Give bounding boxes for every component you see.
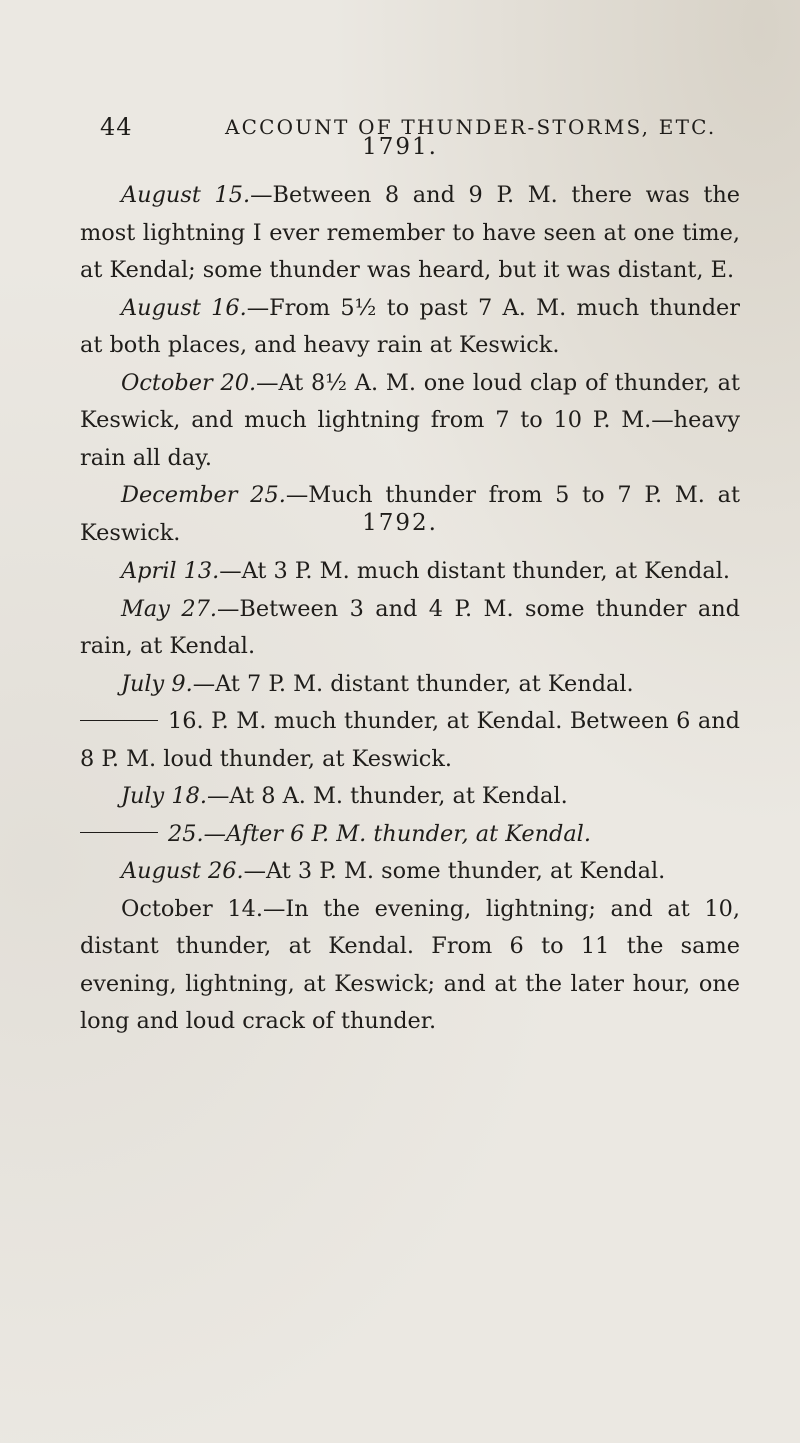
entry-date: 16. <box>168 708 204 734</box>
entry-date: April 13. <box>121 558 220 584</box>
entries-1792 <box>80 553 740 1041</box>
entry-date: December 25. <box>121 482 286 508</box>
entry <box>80 666 740 704</box>
entry-text: —Between 8 and 9 P. M. there was the most lightning I ever remember to have seen at one time, at Kendal; some thunder was heard, but it was distant, E. <box>80 182 740 283</box>
entry-date: July 9. <box>121 670 193 697</box>
entry <box>80 290 740 365</box>
entry-text: —After 6 P. M. thunder, at Kendal. <box>203 820 591 847</box>
entry-text: —At 3 P. M. much distant thunder, at Kendal. <box>219 558 730 584</box>
entry <box>80 365 740 478</box>
entry <box>80 591 740 666</box>
entry-text: —Between 3 and 4 P. M. some thunder and rain, at Kendal. <box>80 595 740 659</box>
entry <box>80 177 740 290</box>
entries-1791 <box>80 177 740 552</box>
entry-date: October 14. <box>121 895 263 922</box>
entry-date: August 26. <box>121 858 244 884</box>
entry <box>80 553 740 591</box>
entry-text: —At 8½ A. M. one loud clap of thunder, at Keswick, and much lightning from 7 to 10 P. M.—heavy rain all day. <box>80 369 740 471</box>
ditto-dash <box>80 720 158 721</box>
entry-text: —At 3 P. M. some thunder, at Kendal. <box>243 858 666 884</box>
entry-date: October 20. <box>121 369 257 396</box>
page-number: 44 <box>100 113 133 141</box>
entry-date: 25. <box>168 820 204 847</box>
year-heading-1792: 1792. <box>362 510 438 536</box>
entry-date: July 18. <box>121 783 207 809</box>
entry-text: —At 7 P. M. distant thunder, at Kendal. <box>192 670 634 697</box>
entry-text: —Much thunder from 5 to 7 P. M. at Keswick. <box>80 482 740 546</box>
entry <box>80 891 740 1041</box>
running-title: ACCOUNT OF THUNDER-STORMS, ETC. <box>225 115 717 139</box>
entry-ditto <box>80 816 740 854</box>
ditto-dash <box>80 832 158 833</box>
entry-date: August 16. <box>121 294 247 321</box>
year-heading-1791: 1791. <box>362 134 438 160</box>
entry <box>80 853 740 891</box>
entry-text: —At 8 A. M. thunder, at Kendal. <box>206 783 568 809</box>
entry <box>80 778 740 816</box>
entry-text: P. M. much thunder, at Kendal. Between 6 and 8 P. M. loud thunder, at Keswick. <box>80 708 740 772</box>
entry-ditto <box>80 703 740 778</box>
entry-date: May 27. <box>121 595 217 622</box>
entry-text: —In the evening, lightning; and at 10, distant thunder, at Kendal. From 6 to 11 the same evening, lightning, at Keswick; and at the later hour, one long and loud crack of thunder. <box>80 895 740 1034</box>
entry-text: —From 5½ to past 7 A. M. much thunder at both places, and heavy rain at Keswick. <box>80 294 740 358</box>
entry-date: August 15. <box>121 182 251 208</box>
